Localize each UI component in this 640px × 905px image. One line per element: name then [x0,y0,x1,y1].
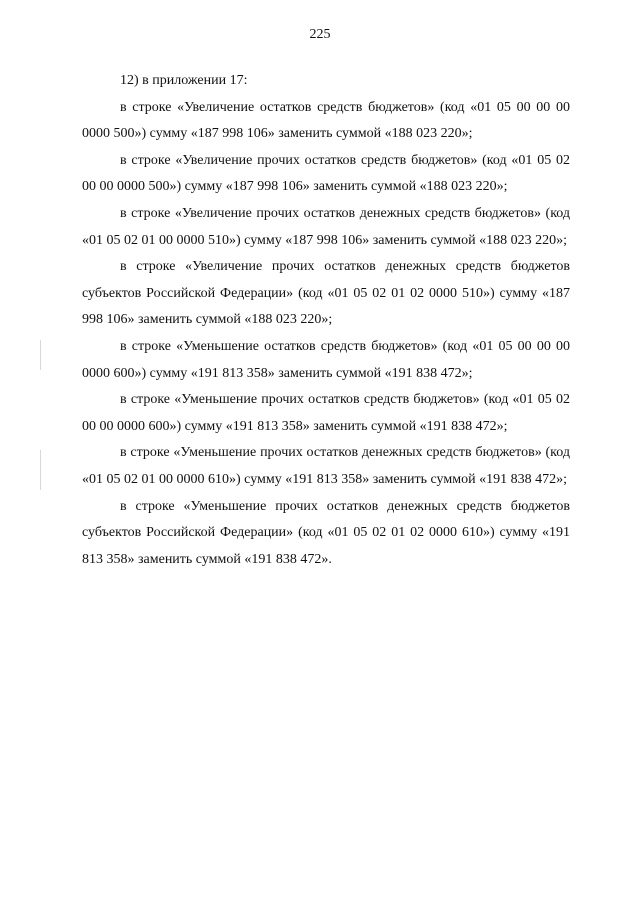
amendment-paragraph: в строке «Уменьшение прочих остатков денежных средств бюджетов» (код «01 05 02 01 00 0000 610») сумму «191 813 358» заменить суммой «191 838 472»; [82,445,570,487]
amendment-paragraph: в строке «Уменьшение остатков средств бюджетов» (код «01 05 00 00 00 0000 600») сумму «191 813 358» заменить суммой «191 838 472»; [82,338,570,381]
amendment-paragraph: в строке «Увеличение остатков средств бюджетов» (код «01 05 00 00 00 0000 500») сумму «187 998 106» заменить суммой «188 023 220»; [82,99,570,142]
amendment-paragraph: в строке «Уменьшение прочих остатков денежных средств бюджетов субъектов Российской Федерации» (код «01 05 02 01 02 0000 610») сумму «191 813 358» заменить суммой «191 838 472». [82,498,570,567]
amendment-paragraph: в строке «Увеличение прочих остатков средств бюджетов» (код «01 05 02 00 00 0000 500») сумму «187 998 106» заменить суммой «188 023 220»; [82,152,570,195]
document-body [82,68,570,573]
scan-margin-mark [40,450,41,490]
scan-margin-mark [40,340,41,370]
amendment-heading: 12) в приложении 17: [120,73,248,88]
amendment-paragraph: в строке «Уменьшение прочих остатков средств бюджетов» (код «01 05 02 00 00 0000 600») сумму «191 813 358» заменить суммой «191 838 472»; [82,392,570,434]
amendment-paragraph: в строке «Увеличение прочих остатков денежных средств бюджетов» (код «01 05 02 01 00 0000 510») сумму «187 998 106» заменить суммой «188 023 220»; [82,205,570,248]
page-number: 225 [309,27,331,42]
amendment-paragraph: в строке «Увеличение прочих остатков денежных средств бюджетов субъектов Российской Федерации» (код «01 05 02 01 02 0000 510») сумму «187 998 106» заменить суммой «188 023 220»; [82,259,570,328]
